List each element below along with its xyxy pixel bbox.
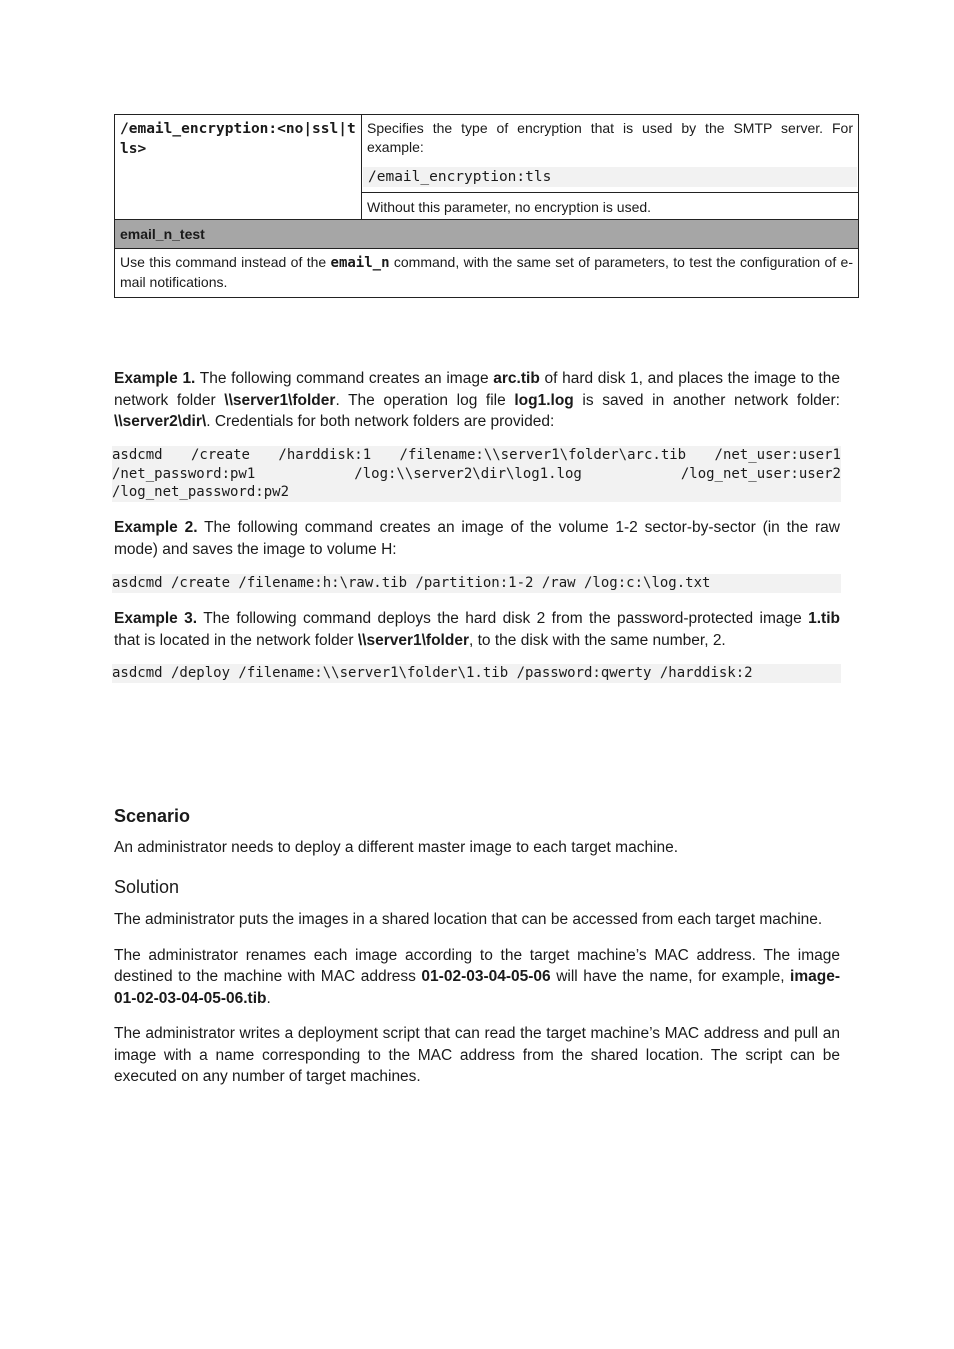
text-run: The following command creates an image of the volume 1-2 sector-by-sector (in the raw mode) and saves the image to volume H: bbox=[114, 519, 840, 558]
param-name: /email_encryption:<no|ssl|tls> bbox=[115, 115, 362, 220]
code-token: asdcmd /deploy /filename:\\server1\folder\1.tib /password:qwerty /harddisk:2 bbox=[112, 665, 753, 681]
text-run: The following command deploys the hard disk 2 from the password-protected image bbox=[197, 610, 809, 627]
solution-heading: Solution bbox=[114, 877, 180, 897]
bold-text: \\server1\folder bbox=[357, 631, 469, 649]
code-token: /net_password:pw1 bbox=[112, 465, 256, 482]
bold-text: image-01-02-03-04-05-06.tib bbox=[114, 968, 840, 1007]
text-run: . Credentials for both network folders are provided: bbox=[206, 413, 555, 430]
example-2-code bbox=[112, 574, 841, 593]
code-token: /net_user:user1 bbox=[714, 447, 841, 463]
command-desc-pre: Use this command instead of the bbox=[120, 254, 331, 270]
command-desc-bold: email_n bbox=[330, 255, 390, 271]
param-note: Without this parameter, no encryption is used. bbox=[362, 192, 858, 219]
command-title: email_n_test bbox=[115, 220, 859, 249]
example-3-code bbox=[112, 664, 841, 683]
param-description: Specifies the type of encryption that is used by the SMTP server. For example: bbox=[367, 120, 853, 155]
text-run: , to the disk with the same number, 2. bbox=[469, 631, 726, 649]
scenario-text: An administrator needs to deploy a different master image to each target machine. bbox=[114, 839, 679, 856]
code-token: /harddisk:1 bbox=[278, 447, 372, 463]
code-token: /log_net_password:pw2 bbox=[112, 484, 290, 500]
param-description-cell bbox=[362, 115, 859, 220]
example-2 bbox=[114, 517, 840, 560]
example-label: Example 1. bbox=[114, 370, 196, 387]
param-example-code: /email_encryption:tls bbox=[363, 167, 857, 187]
example-3 bbox=[114, 608, 840, 651]
code-token: /create bbox=[190, 447, 250, 463]
code-line bbox=[112, 483, 841, 502]
text-run: . bbox=[266, 989, 271, 1007]
example-1 bbox=[114, 368, 840, 433]
code-token: /log_net_user:user2 bbox=[680, 465, 841, 482]
text-run: will have the name, for example, bbox=[550, 968, 791, 985]
solution-section bbox=[114, 877, 840, 1088]
example-1-code bbox=[112, 446, 841, 502]
text-run: is saved in another network folder: bbox=[573, 391, 840, 409]
code-line bbox=[112, 446, 841, 465]
bold-text: \\server1\folder bbox=[224, 391, 336, 409]
param-row bbox=[115, 115, 859, 220]
command-description-row bbox=[115, 249, 859, 298]
text-run: of hard disk 1, and places the image to the network folder bbox=[114, 370, 840, 409]
bold-text: arc.tib bbox=[493, 370, 540, 387]
code-token: /filename:\\server1\folder\arc.tib bbox=[399, 447, 687, 463]
example-1-text bbox=[114, 368, 840, 433]
command-description bbox=[115, 249, 859, 298]
bold-text: log1.log bbox=[514, 391, 574, 409]
text-run: The following command creates an image bbox=[195, 370, 494, 387]
example-label: Example 2. bbox=[114, 519, 198, 536]
code-line bbox=[112, 664, 841, 683]
command-header-row bbox=[115, 220, 859, 249]
text-run: . The operation log file bbox=[335, 391, 515, 409]
bold-text: \\server2\dir\ bbox=[114, 413, 207, 430]
code-token: /log:\\server2\dir\log1.log bbox=[354, 465, 582, 482]
solution-paragraph-1: The administrator puts the images in a shared location that can be accessed from each target machine. bbox=[114, 911, 823, 928]
example-3-text bbox=[114, 608, 840, 651]
text-run: The administrator renames each image according to the target machine’s MAC address. The image destined to the machine with MAC address bbox=[114, 946, 840, 985]
solution-paragraph-3: The administrator writes a deployment script that can read the target machine’s MAC address and pull an image with a name corresponding to the MAC address from the shared location. The script can be executed on any number of target machines. bbox=[114, 1025, 840, 1085]
scenario-section bbox=[114, 806, 840, 859]
command-desc-post: command, with the same set of parameters, to test the configuration of e-mail notifications. bbox=[120, 254, 853, 290]
text-run: that is located in the network folder bbox=[114, 631, 358, 649]
bold-text: 01-02-03-04-05-06 bbox=[421, 968, 551, 985]
code-line bbox=[112, 574, 841, 593]
bold-text: 1.tib bbox=[808, 610, 840, 627]
example-2-text bbox=[114, 517, 840, 560]
solution-paragraph-2 bbox=[114, 945, 840, 1010]
code-token: asdcmd /create /filename:h:\raw.tib /partition:1-2 /raw /log:c:\log.txt bbox=[112, 575, 711, 591]
parameter-table bbox=[114, 114, 859, 298]
example-label: Example 3. bbox=[114, 610, 198, 627]
scenario-heading: Scenario bbox=[114, 806, 191, 826]
code-line bbox=[112, 465, 841, 484]
code-token: asdcmd bbox=[112, 447, 163, 463]
